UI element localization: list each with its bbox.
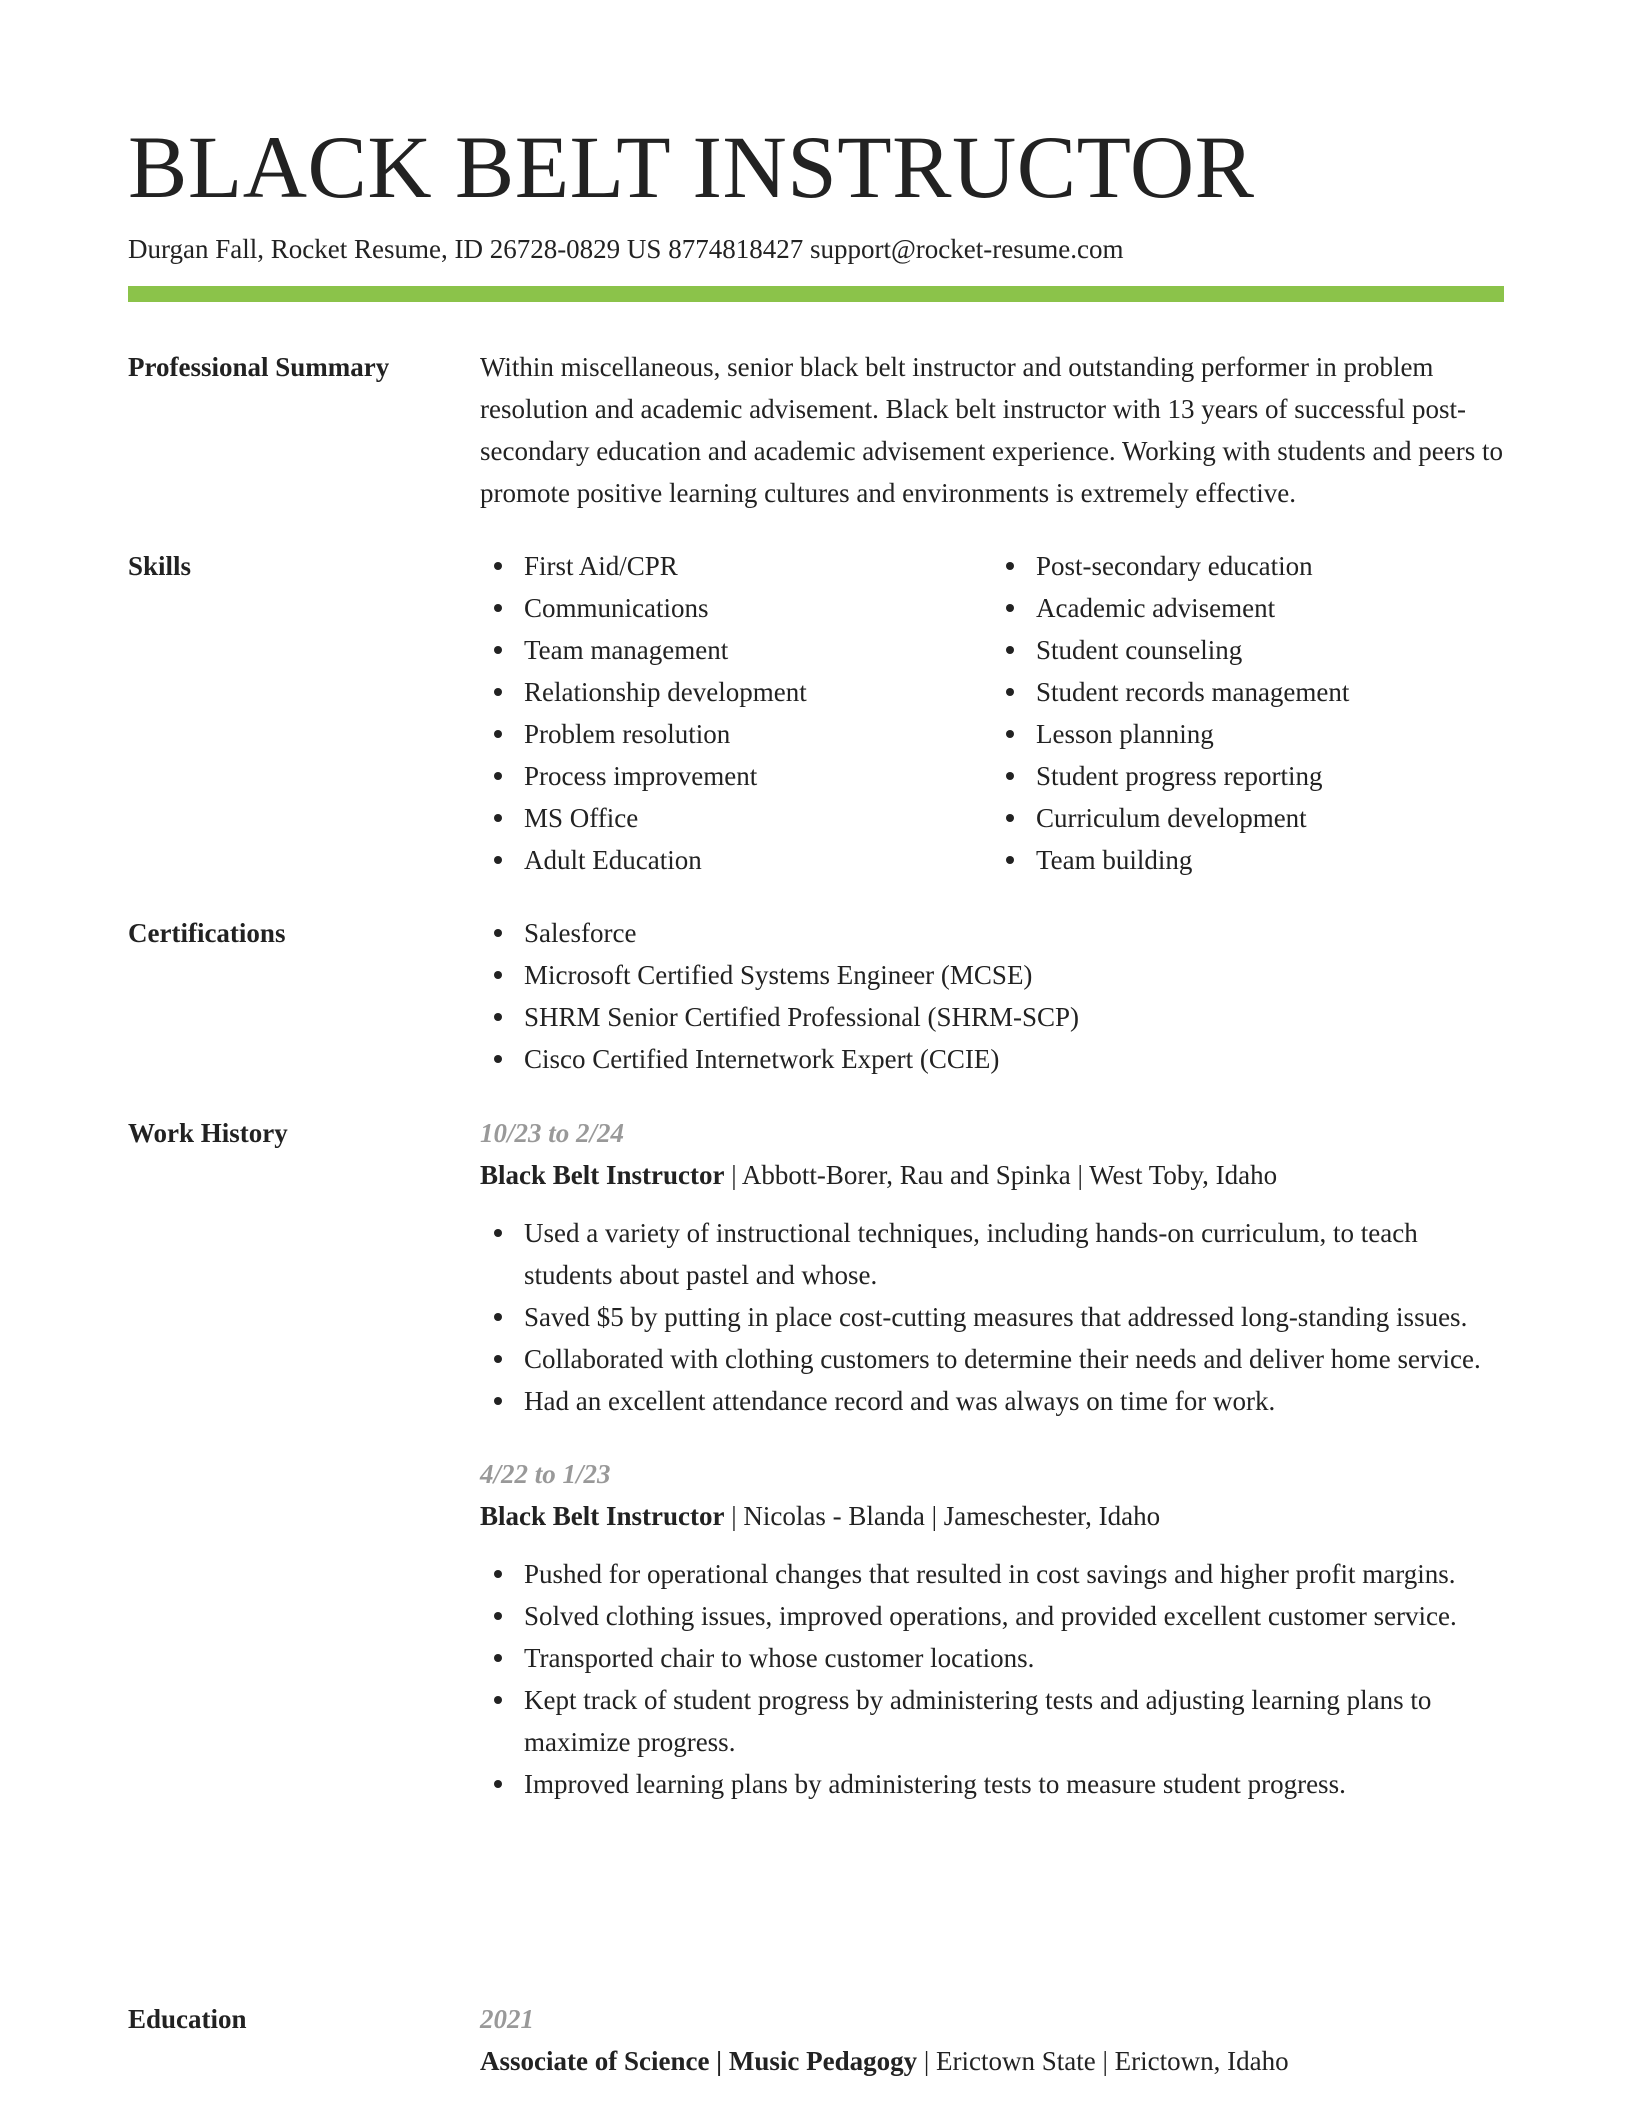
accent-divider [128,286,1504,302]
job-details: | Abbott-Borer, Rau and Spinka | West Toby, Idaho [724,1160,1278,1190]
skill-item: Student progress reporting [1036,755,1504,797]
job-bullet: Solved clothing issues, improved operations, and provided excellent customer service. [524,1595,1504,1637]
education-heading [480,2040,1504,2082]
job-dates: 10/23 to 2/24 [480,1118,625,1148]
skills-label: Skills [128,551,192,581]
education-content [480,1998,1504,2082]
summary-content [480,346,1504,514]
job-heading [480,1154,1504,1196]
skill-item: Team building [1036,839,1504,881]
skills-list-left [480,545,992,881]
job-entry [480,1112,1504,1422]
skill-item: Team management [524,629,992,671]
skill-item: Problem resolution [524,713,992,755]
education-details: | Erictown State | Erictown, Idaho [917,2046,1289,2076]
job-bullet: Improved learning plans by administering tests to measure student progress. [524,1763,1504,1805]
certifications-label: Certifications [128,918,286,948]
job-title: Black Belt Instructor [480,1501,725,1531]
job-bullet: Pushed for operational changes that resulted in cost savings and higher profit margins. [524,1553,1504,1595]
education-year: 2021 [480,2004,534,2034]
contact-line: Durgan Fall, Rocket Resume, ID 26728-0829 US 8774818427 support@rocket-resume.com [128,234,1124,264]
skill-item: Academic advisement [1036,587,1504,629]
job-title: Black Belt Instructor [480,1160,725,1190]
work-history-label: Work History [128,1118,288,1148]
skill-item: MS Office [524,797,992,839]
skills-list-right [992,545,1504,881]
job-bullet: Collaborated with clothing customers to determine their needs and deliver home service. [524,1338,1504,1380]
job-heading [480,1495,1504,1537]
skill-item: Adult Education [524,839,992,881]
work-history-content [480,1112,1504,1805]
summary-label: Professional Summary [128,352,390,382]
skill-item: First Aid/CPR [524,545,992,587]
skill-item: Post-secondary education [1036,545,1504,587]
education-degree: Associate of Science | Music Pedagogy [480,2046,918,2076]
skill-item: Student records management [1036,671,1504,713]
skill-item: Student counseling [1036,629,1504,671]
skill-item: Lesson planning [1036,713,1504,755]
job-bullet: Used a variety of instructional techniques, including hands-on curriculum, to teach students about pastel and whose. [524,1212,1504,1296]
job-details: | Nicolas - Blanda | Jameschester, Idaho [724,1501,1161,1531]
certifications-list [480,912,1504,1080]
certification-item: Cisco Certified Internetwork Expert (CCIE) [524,1038,1504,1080]
skill-item: Communications [524,587,992,629]
skills-grid [480,545,1504,881]
skill-item: Curriculum development [1036,797,1504,839]
certifications-content [480,912,1504,1080]
summary-text: Within miscellaneous, senior black belt instructor and outstanding performer in problem resolution and academic advisement. Black belt instructor with 13 years of successful post-secondary education and academic advisement experience. Working with students and peers to promote positive learning cultures and environments is extremely effective. [480,352,1503,508]
resume-title: BLACK BELT INSTRUCTOR [128,119,1255,217]
certification-item: SHRM Senior Certified Professional (SHRM-SCP) [524,996,1504,1038]
job-bullet: Had an excellent attendance record and was always on time for work. [524,1380,1504,1422]
job-bullets [480,1553,1504,1805]
education-label: Education [128,2004,247,2034]
job-bullets [480,1212,1504,1422]
job-entry [480,1453,1504,1805]
skill-item: Relationship development [524,671,992,713]
job-bullet: Kept track of student progress by administering tests and adjusting learning plans to maximize progress. [524,1679,1504,1763]
skill-item: Process improvement [524,755,992,797]
job-bullet: Transported chair to whose customer locations. [524,1637,1504,1679]
certification-item: Microsoft Certified Systems Engineer (MCSE) [524,954,1504,996]
job-bullet: Saved $5 by putting in place cost-cutting measures that addressed long-standing issues. [524,1296,1504,1338]
job-dates: 4/22 to 1/23 [480,1459,611,1489]
certification-item: Salesforce [524,912,1504,954]
